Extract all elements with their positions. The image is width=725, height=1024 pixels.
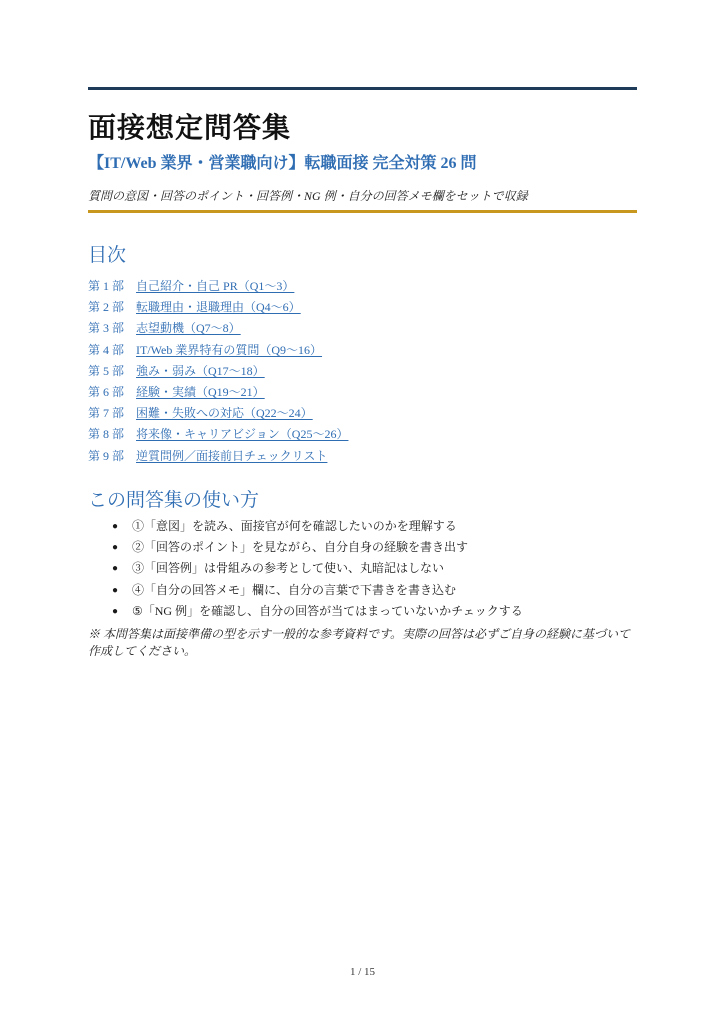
top-rule — [88, 87, 637, 90]
toc-link-part-1[interactable] — [88, 279, 294, 293]
toc-part-label: 第 4 部 — [88, 342, 125, 357]
bullet-icon: ● — [112, 563, 119, 575]
usage-step-text: ②「回答のポイント」を見ながら、自分自身の経験を書き出す — [132, 540, 469, 555]
toc-link-part-3[interactable] — [88, 321, 241, 335]
toc-part-title: 自己紹介・自己 PR（Q1〜3） — [136, 279, 295, 293]
list-item — [88, 537, 523, 558]
toc-part-title: 将来像・キャリアビジョン（Q25〜26） — [136, 427, 349, 442]
toc-link-part-2[interactable] — [88, 300, 301, 314]
usage-step-text: ⑤「NG 例」を確認し、自分の回答が当てはまっていないかチェックする — [132, 603, 523, 618]
toc-link-part-8[interactable] — [88, 427, 348, 441]
toc-item — [88, 276, 348, 297]
toc-item — [88, 382, 348, 403]
toc-part-label: 第 6 部 — [88, 384, 125, 399]
toc-item — [88, 424, 348, 445]
toc-part-title: 経験・実績（Q19〜21） — [136, 384, 265, 399]
toc-part-title: 逆質問例／面接前日チェックリスト — [136, 448, 328, 463]
usage-step-text: ③「回答例」は骨組みの参考として使い、丸暗記はしない — [132, 561, 445, 576]
toc-link-part-7[interactable] — [88, 406, 313, 420]
bullet-icon: ● — [112, 542, 119, 554]
list-item — [88, 516, 523, 537]
toc-part-title: 強み・弱み（Q17〜18） — [136, 363, 265, 378]
list-item — [88, 580, 523, 601]
list-item — [88, 558, 523, 579]
bullet-icon: ● — [112, 605, 119, 617]
gold-rule — [88, 210, 637, 213]
toc-link-part-6[interactable] — [88, 385, 265, 399]
toc-item — [88, 297, 348, 318]
toc-item — [88, 446, 348, 467]
toc-heading: 目次 — [88, 244, 127, 266]
toc-link-part-9[interactable] — [88, 449, 327, 463]
toc-part-label: 第 9 部 — [88, 448, 125, 463]
toc-part-label: 第 7 部 — [88, 406, 125, 421]
page-title: 面接想定問答集 — [88, 113, 292, 144]
toc-link-part-4[interactable] — [88, 343, 322, 357]
toc-link-part-5[interactable] — [88, 364, 265, 378]
lead-text: 質問の意図・回答のポイント・回答例・NG 例・自分の回答メモ欄をセットで収録 — [88, 189, 528, 203]
toc-item — [88, 340, 348, 361]
page-number: 1 / 15 — [349, 966, 376, 978]
toc-part-label: 第 2 部 — [88, 300, 125, 315]
usage-step-text: ①「意図」を読み、面接官が何を確認したいのかを理解する — [132, 519, 457, 533]
table-of-contents — [88, 276, 348, 467]
page-subtitle: 【IT/Web 業界・営業職向け】転職面接 完全対策 26 問 — [88, 155, 477, 172]
bullet-icon: ● — [112, 584, 119, 596]
toc-part-label: 第 1 部 — [88, 279, 125, 293]
toc-part-label: 第 3 部 — [88, 321, 125, 336]
toc-part-label: 第 8 部 — [88, 427, 125, 442]
toc-part-label: 第 5 部 — [88, 363, 125, 378]
disclaimer-note: ※ 本問答集は面接準備の型を示す一般的な参考資料です。実際の回答は必ずご自身の経験に基づいて作成してください。 — [88, 627, 631, 658]
toc-part-title: 困難・失敗への対応（Q22〜24） — [136, 406, 313, 421]
usage-steps-list — [88, 516, 523, 622]
toc-item — [88, 318, 348, 339]
toc-part-title: 志望動機（Q7〜8） — [136, 321, 241, 336]
list-item — [88, 601, 523, 622]
toc-part-title: 転職理由・退職理由（Q4〜6） — [136, 300, 301, 315]
usage-step-text: ④「自分の回答メモ」欄に、自分の言葉で下書きを書き込む — [132, 582, 457, 597]
toc-part-title: IT/Web 業界特有の質問（Q9〜16） — [136, 342, 323, 357]
toc-item — [88, 403, 348, 424]
toc-item — [88, 361, 348, 382]
usage-heading: この問答集の使い方 — [88, 489, 260, 511]
bullet-icon: ● — [112, 521, 119, 532]
